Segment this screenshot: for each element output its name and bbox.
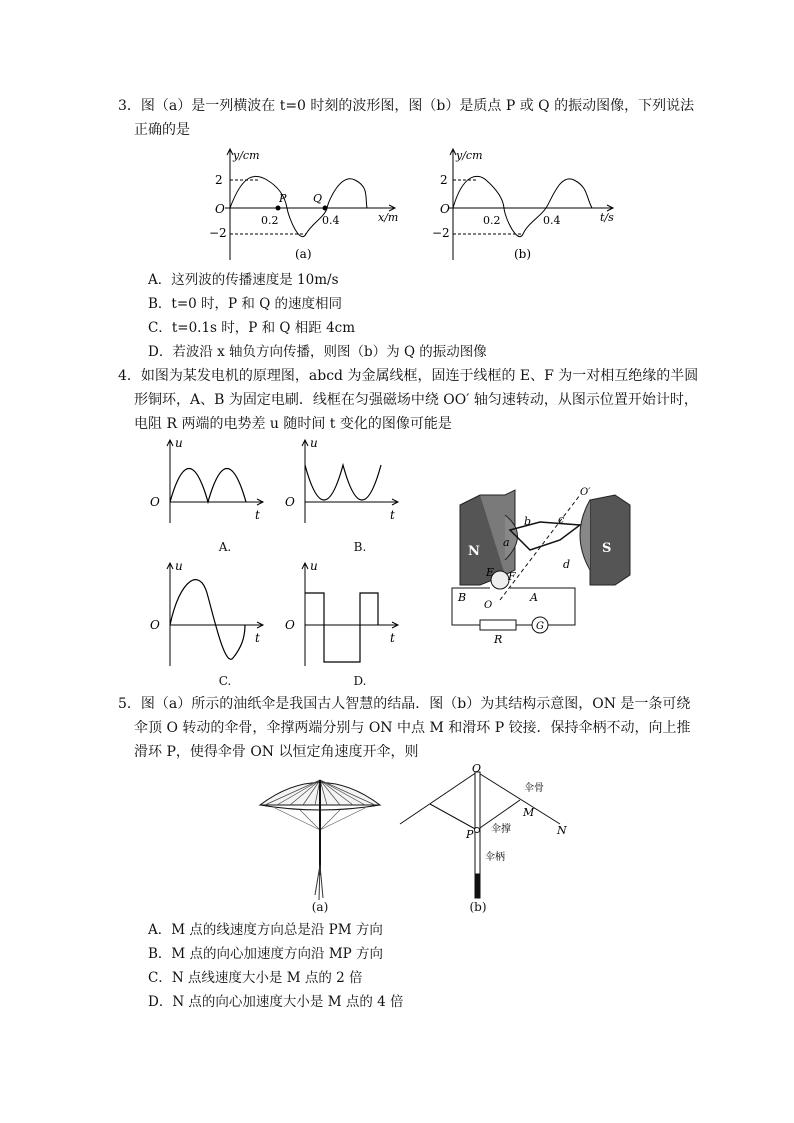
- gen-label-f: F: [508, 570, 516, 583]
- q3b-origin: O: [440, 202, 450, 216]
- gen-label-e: E: [486, 566, 495, 579]
- q3-stem-line2: 正确的是: [134, 122, 190, 138]
- gen-label-a: a: [503, 536, 510, 549]
- gen-label-r: R: [494, 633, 503, 646]
- gen-label-g: G: [536, 621, 544, 632]
- q4-generator-diagram: [440, 480, 640, 650]
- q4-caption-d: D.: [353, 674, 367, 688]
- q3b-xlabel: t/s: [600, 211, 614, 224]
- gen-label-brush-a: A: [530, 591, 538, 604]
- q4-caption-a: A.: [218, 540, 232, 554]
- q5-option-b: B．M 点的向心加速度方向沿 MP 方向: [148, 946, 384, 962]
- q3-option-d: D．若波沿 x 轴负方向传播，则图（b）为 Q 的振动图像: [148, 344, 487, 360]
- q3a-xlabel: x/m: [378, 211, 399, 224]
- gen-s-label: S: [602, 541, 612, 556]
- q4b-origin: O: [285, 495, 295, 509]
- q3a-origin: O: [215, 202, 225, 216]
- q5-label-handle: 伞柄: [485, 852, 505, 863]
- q4-graph-d: [280, 558, 405, 668]
- gen-label-brush-b: B: [458, 591, 467, 604]
- q4c-origin: O: [150, 618, 160, 632]
- q4-graph-a: [145, 435, 270, 525]
- q3-wave-graph-a: [205, 145, 405, 265]
- q3b-ylabel: y/cm: [456, 149, 483, 162]
- q4-graph-b: [280, 435, 405, 525]
- q5-label-n: N: [557, 824, 567, 837]
- q5-umbrella-illustration: [255, 770, 385, 910]
- q3-stem-line1: 3．图（a）是一列横波在 t=0 时刻的波形图，图（b）是质点 P 或 Q 的振动图像，下列说法: [118, 98, 695, 114]
- q3a-yneg: −2: [209, 226, 227, 240]
- q4-caption-b: B.: [353, 540, 367, 554]
- q5-label-p: P: [466, 828, 474, 841]
- q3a-x2: 0.4: [322, 214, 340, 227]
- q3b-ypos: 2: [440, 173, 448, 187]
- gen-label-o2: O′: [580, 487, 591, 498]
- q4b-axis-t: t: [390, 508, 395, 522]
- q3a-point-q: Q: [313, 192, 323, 205]
- gen-n-label: N: [468, 544, 480, 559]
- q5-option-c: C．N 点线速度大小是 M 点的 2 倍: [148, 970, 363, 986]
- q4d-axis-u: u: [310, 559, 318, 573]
- q5-label-rib: 伞骨: [524, 783, 544, 794]
- q3b-x2: 0.4: [543, 214, 561, 227]
- q3-option-c: C．t=0.1s 时，P 和 Q 相距 4cm: [148, 320, 356, 336]
- q5-label-strut: 伞撑: [491, 824, 511, 835]
- q5-option-d: D．N 点的向心加速度大小是 M 点的 4 倍: [148, 994, 404, 1010]
- q4c-axis-t: t: [255, 631, 260, 645]
- q4-caption-c: C.: [218, 674, 232, 688]
- q5-label-m: M: [523, 806, 535, 819]
- q3a-ylabel: y/cm: [233, 149, 260, 162]
- q5-stem-line1: 5．图（a）所示的油纸伞是我国古人智慧的结晶．图（b）为其结构示意图，ON 是一条可绕: [118, 696, 691, 712]
- gen-label-b: b: [524, 515, 532, 528]
- q5-label-o: O: [472, 762, 482, 775]
- q4b-axis-u: u: [310, 436, 318, 450]
- q3-option-b: B．t=0 时，P 和 Q 的速度相同: [148, 296, 343, 312]
- q4-stem-line3: 电阻 R 两端的电势差 u 随时间 t 变化的图像可能是: [134, 416, 452, 432]
- q4-stem-line2: 形铜环，A、B 为固定电刷．线框在匀强磁场中绕 OO′ 轴匀速转动，从图示位置开始计时，: [134, 392, 698, 408]
- gen-label-c: c: [558, 513, 565, 526]
- q4-graph-c: [145, 558, 270, 668]
- q5-stem-line2: 伞顶 O 转动的伞骨，伞撑两端分别与 ON 中点 M 和滑环 P 铰接．保持伞柄不动，向上推: [134, 720, 691, 736]
- q3b-caption: (b): [514, 247, 532, 261]
- q5-option-a: A．M 点的线速度方向总是沿 PM 方向: [148, 922, 383, 938]
- q5-umbrella-structure: [395, 762, 585, 902]
- q5-stem-line3: 滑环 P，使得伞骨 ON 以恒定角速度开伞，则: [134, 744, 419, 760]
- q4c-axis-u: u: [175, 559, 183, 573]
- q4a-axis-t: t: [255, 508, 260, 522]
- q4-stem-line1: 4．如图为某发电机的原理图，abcd 为金属线框，固连于线框的 E、F 为一对相互绝缘的半圆: [118, 368, 699, 384]
- q4a-origin: O: [150, 495, 160, 509]
- q3-option-a: A．这列波的传播速度是 10m/s: [148, 272, 339, 288]
- q4a-axis-u: u: [175, 436, 183, 450]
- q3a-point-p: P: [279, 192, 287, 205]
- q3-vibration-graph-b: [428, 145, 628, 265]
- q3a-ypos: 2: [215, 173, 223, 187]
- gen-label-d: d: [563, 558, 571, 571]
- q3a-caption: (a): [295, 247, 312, 261]
- q3b-yneg: −2: [432, 226, 450, 240]
- q4d-axis-t: t: [390, 631, 395, 645]
- q3a-x1: 0.2: [261, 214, 279, 227]
- gen-label-o: O: [484, 600, 493, 611]
- q4d-origin: O: [285, 618, 295, 632]
- q5-caption-b: (b): [469, 900, 487, 914]
- q5-caption-a: (a): [311, 900, 329, 914]
- q3b-x1: 0.2: [483, 214, 501, 227]
